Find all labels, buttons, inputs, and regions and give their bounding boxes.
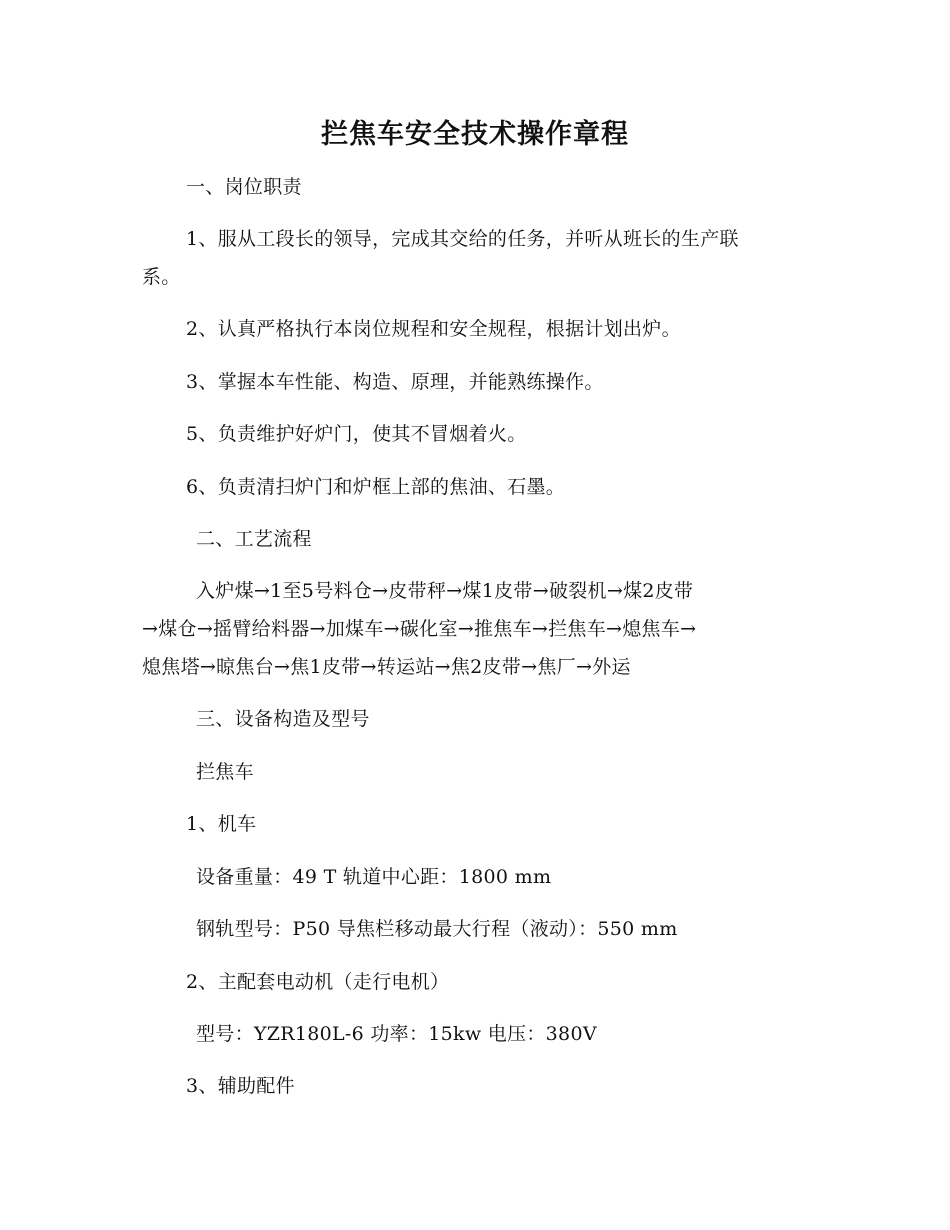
section-heading-equipment: 三、设备构造及型号 — [196, 708, 370, 730]
process-flow-line-2: →煤仓→摇臂给料器→加煤车→碳化室→推焦车→拦焦车→熄焦车→ — [142, 618, 697, 640]
document-title: 拦焦车安全技术操作章程 — [321, 119, 629, 150]
subsection-locomotive: 1、机车 — [186, 813, 257, 835]
subsection-accessories: 3、辅助配件 — [186, 1075, 295, 1097]
locomotive-spec-1: 设备重量：49 T 轨道中心距：1800 mm — [196, 866, 552, 888]
locomotive-spec-2: 钢轨型号：P50 导焦栏移动最大行程（液动）：550 mm — [196, 918, 678, 940]
duty-item-2: 2、认真严格执行本岗位规程和安全规程，根据计划出炉。 — [186, 318, 681, 340]
process-flow-line-1: 入炉煤→1至5号料仓→皮带秤→煤1皮带→破裂机→煤2皮带 — [196, 580, 694, 602]
duty-item-5: 5、负责维护好炉门，使其不冒烟着火。 — [186, 423, 527, 445]
duty-item-1-cont: 系。 — [142, 266, 181, 288]
process-flow-line-3: 熄焦塔→晾焦台→焦1皮带→转运站→焦2皮带→焦厂→外运 — [142, 656, 631, 678]
motor-spec: 型号：YZR180L-6 功率：15kw 电压：380V — [196, 1023, 597, 1045]
equipment-name: 拦焦车 — [196, 761, 254, 783]
subsection-motor: 2、主配套电动机（走行电机） — [186, 971, 450, 993]
duty-item-3: 3、掌握本车性能、构造、原理，并能熟练操作。 — [186, 371, 604, 393]
duty-item-6: 6、负责清扫炉门和炉框上部的焦油、石墨。 — [186, 476, 566, 498]
section-heading-process: 二、工艺流程 — [196, 528, 312, 550]
duty-item-1: 1、服从工段长的领导，完成其交给的任务，并听从班长的生产联 — [186, 228, 739, 250]
section-heading-duties: 一、岗位职责 — [186, 176, 302, 198]
